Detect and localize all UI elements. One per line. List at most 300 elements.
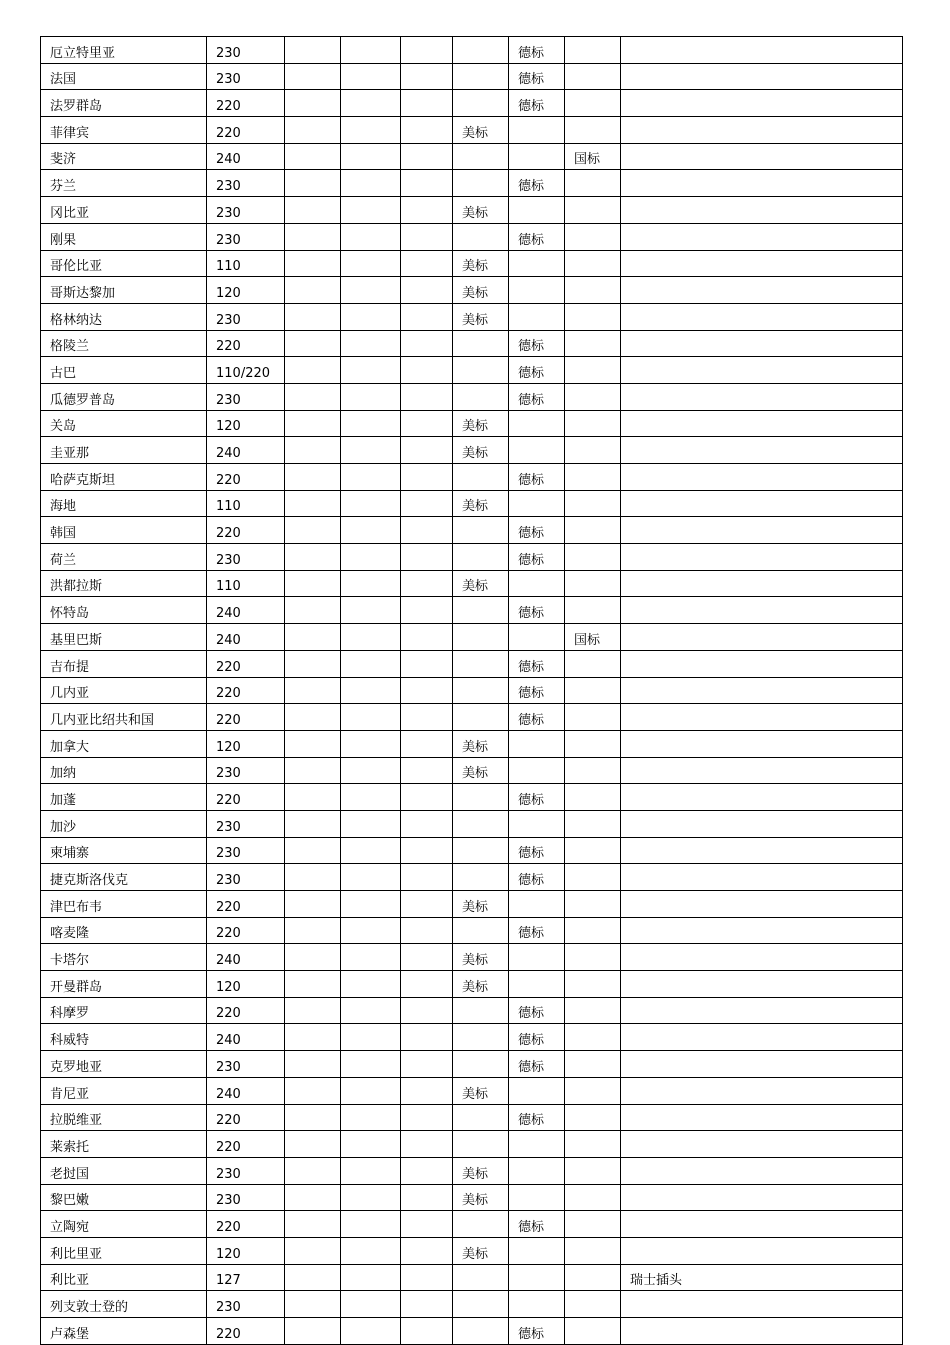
voltage-cell: 110 (207, 570, 285, 597)
us-plug-cell (453, 1211, 509, 1238)
note-cell (621, 1184, 903, 1211)
note-cell (621, 757, 903, 784)
note-cell (621, 464, 903, 491)
de-plug-cell: 德标 (509, 784, 565, 811)
empty-cell (285, 250, 341, 277)
empty-cell (285, 1051, 341, 1078)
empty-cell (341, 117, 401, 144)
de-plug-cell: 德标 (509, 383, 565, 410)
empty-cell (341, 810, 401, 837)
empty-cell (341, 383, 401, 410)
empty-cell (401, 1318, 453, 1345)
us-plug-cell: 美标 (453, 490, 509, 517)
table-row (41, 730, 903, 757)
empty-cell (341, 1131, 401, 1158)
us-plug-cell: 美标 (453, 1157, 509, 1184)
empty-cell (401, 864, 453, 891)
table-row (41, 303, 903, 330)
voltage-cell: 240 (207, 437, 285, 464)
note-cell (621, 1104, 903, 1131)
empty-cell (401, 917, 453, 944)
country-cell: 津巴布韦 (41, 891, 207, 918)
note-cell (621, 1077, 903, 1104)
empty-cell (341, 1024, 401, 1051)
empty-cell (341, 90, 401, 117)
table-row (41, 410, 903, 437)
table-row (41, 917, 903, 944)
de-plug-cell: 德标 (509, 90, 565, 117)
us-plug-cell (453, 1131, 509, 1158)
country-cell: 加纳 (41, 757, 207, 784)
intl-plug-cell (565, 170, 621, 197)
empty-cell (285, 917, 341, 944)
empty-cell (341, 197, 401, 224)
note-cell (621, 1291, 903, 1318)
intl-plug-cell (565, 277, 621, 304)
de-plug-cell (509, 1077, 565, 1104)
de-plug-cell: 德标 (509, 1211, 565, 1238)
note-cell (621, 624, 903, 651)
country-cell: 基里巴斯 (41, 624, 207, 651)
country-cell: 利比里亚 (41, 1237, 207, 1264)
table-row (41, 383, 903, 410)
de-plug-cell (509, 1264, 565, 1291)
note-cell (621, 917, 903, 944)
intl-plug-cell (565, 864, 621, 891)
de-plug-cell: 德标 (509, 597, 565, 624)
empty-cell (401, 464, 453, 491)
country-cell: 科摩罗 (41, 997, 207, 1024)
voltage-cell: 220 (207, 517, 285, 544)
note-cell (621, 704, 903, 731)
voltage-cell: 240 (207, 624, 285, 651)
us-plug-cell: 美标 (453, 944, 509, 971)
empty-cell (401, 730, 453, 757)
intl-plug-cell (565, 570, 621, 597)
note-cell (621, 117, 903, 144)
empty-cell (341, 597, 401, 624)
us-plug-cell (453, 997, 509, 1024)
empty-cell (401, 37, 453, 64)
intl-plug-cell (565, 650, 621, 677)
table-row (41, 544, 903, 571)
table-row (41, 1077, 903, 1104)
intl-plug-cell (565, 730, 621, 757)
table-row (41, 223, 903, 250)
note-cell (621, 330, 903, 357)
us-plug-cell (453, 143, 509, 170)
empty-cell (285, 1211, 341, 1238)
intl-plug-cell (565, 37, 621, 64)
note-cell (621, 277, 903, 304)
country-cell: 冈比亚 (41, 197, 207, 224)
country-cell: 加沙 (41, 810, 207, 837)
country-cell: 加拿大 (41, 730, 207, 757)
us-plug-cell (453, 1291, 509, 1318)
empty-cell (285, 303, 341, 330)
empty-cell (341, 650, 401, 677)
empty-cell (341, 570, 401, 597)
empty-cell (401, 250, 453, 277)
intl-plug-cell (565, 490, 621, 517)
us-plug-cell (453, 917, 509, 944)
empty-cell (285, 330, 341, 357)
note-cell: 瑞士插头 (621, 1264, 903, 1291)
empty-cell (401, 90, 453, 117)
us-plug-cell (453, 223, 509, 250)
country-cell: 克罗地亚 (41, 1051, 207, 1078)
table-row (41, 891, 903, 918)
us-plug-cell: 美标 (453, 410, 509, 437)
de-plug-cell: 德标 (509, 704, 565, 731)
country-cell: 吉布提 (41, 650, 207, 677)
intl-plug-cell (565, 1237, 621, 1264)
empty-cell (401, 784, 453, 811)
de-plug-cell (509, 277, 565, 304)
de-plug-cell: 德标 (509, 864, 565, 891)
voltage-cell: 110 (207, 250, 285, 277)
note-cell (621, 357, 903, 384)
empty-cell (285, 1024, 341, 1051)
country-cell: 利比亚 (41, 1264, 207, 1291)
intl-plug-cell (565, 1077, 621, 1104)
note-cell (621, 784, 903, 811)
empty-cell (401, 437, 453, 464)
country-cell: 捷克斯洛伐克 (41, 864, 207, 891)
empty-cell (285, 90, 341, 117)
de-plug-cell: 德标 (509, 357, 565, 384)
table-row (41, 810, 903, 837)
us-plug-cell (453, 90, 509, 117)
table-row (41, 1237, 903, 1264)
note-cell (621, 810, 903, 837)
empty-cell (285, 597, 341, 624)
note-cell (621, 170, 903, 197)
intl-plug-cell (565, 464, 621, 491)
country-cell: 海地 (41, 490, 207, 517)
empty-cell (285, 383, 341, 410)
empty-cell (341, 1157, 401, 1184)
country-cell: 厄立特里亚 (41, 37, 207, 64)
voltage-cell: 120 (207, 730, 285, 757)
us-plug-cell (453, 330, 509, 357)
us-plug-cell (453, 170, 509, 197)
empty-cell (285, 197, 341, 224)
empty-cell (285, 357, 341, 384)
intl-plug-cell (565, 810, 621, 837)
de-plug-cell: 德标 (509, 223, 565, 250)
us-plug-cell (453, 837, 509, 864)
table-row (41, 37, 903, 64)
us-plug-cell: 美标 (453, 1184, 509, 1211)
country-cell: 莱索托 (41, 1131, 207, 1158)
de-plug-cell (509, 303, 565, 330)
note-cell (621, 1024, 903, 1051)
country-cell: 古巴 (41, 357, 207, 384)
note-cell (621, 677, 903, 704)
voltage-cell: 110/220 (207, 357, 285, 384)
country-cell: 瓜德罗普岛 (41, 383, 207, 410)
table-row (41, 1131, 903, 1158)
voltage-cell: 230 (207, 757, 285, 784)
intl-plug-cell (565, 303, 621, 330)
country-cell: 斐济 (41, 143, 207, 170)
voltage-cell: 220 (207, 1318, 285, 1345)
us-plug-cell: 美标 (453, 730, 509, 757)
empty-cell (341, 1104, 401, 1131)
empty-cell (285, 1318, 341, 1345)
country-cell: 荷兰 (41, 544, 207, 571)
note-cell (621, 410, 903, 437)
empty-cell (285, 1264, 341, 1291)
country-cell: 关岛 (41, 410, 207, 437)
empty-cell (341, 330, 401, 357)
country-cell: 怀特岛 (41, 597, 207, 624)
empty-cell (341, 917, 401, 944)
empty-cell (401, 971, 453, 998)
empty-cell (401, 704, 453, 731)
empty-cell (401, 383, 453, 410)
note-cell (621, 437, 903, 464)
de-plug-cell: 德标 (509, 1024, 565, 1051)
empty-cell (285, 944, 341, 971)
us-plug-cell (453, 864, 509, 891)
empty-cell (341, 170, 401, 197)
voltage-cell: 220 (207, 891, 285, 918)
empty-cell (341, 1077, 401, 1104)
table-row (41, 143, 903, 170)
intl-plug-cell (565, 677, 621, 704)
empty-cell (285, 117, 341, 144)
table-row (41, 330, 903, 357)
de-plug-cell (509, 250, 565, 277)
voltage-cell: 240 (207, 1024, 285, 1051)
country-cell: 老挝国 (41, 1157, 207, 1184)
empty-cell (341, 37, 401, 64)
plug-voltage-table (40, 36, 903, 1345)
voltage-cell: 230 (207, 544, 285, 571)
voltage-cell: 220 (207, 1104, 285, 1131)
table-row (41, 1184, 903, 1211)
table-row (41, 570, 903, 597)
de-plug-cell (509, 971, 565, 998)
table-row (41, 757, 903, 784)
empty-cell (285, 810, 341, 837)
empty-cell (401, 170, 453, 197)
table-row (41, 1104, 903, 1131)
table-row (41, 677, 903, 704)
voltage-cell: 220 (207, 1131, 285, 1158)
us-plug-cell: 美标 (453, 971, 509, 998)
country-cell: 哥伦比亚 (41, 250, 207, 277)
table-row (41, 1291, 903, 1318)
voltage-cell: 230 (207, 303, 285, 330)
intl-plug-cell (565, 330, 621, 357)
voltage-cell: 240 (207, 143, 285, 170)
table-row (41, 864, 903, 891)
empty-cell (341, 63, 401, 90)
empty-cell (285, 517, 341, 544)
note-cell (621, 303, 903, 330)
empty-cell (285, 891, 341, 918)
note-cell (621, 1157, 903, 1184)
empty-cell (401, 1211, 453, 1238)
empty-cell (341, 730, 401, 757)
table-row (41, 597, 903, 624)
table-row (41, 704, 903, 731)
empty-cell (285, 730, 341, 757)
us-plug-cell: 美标 (453, 437, 509, 464)
us-plug-cell: 美标 (453, 197, 509, 224)
country-cell: 哥斯达黎加 (41, 277, 207, 304)
voltage-cell: 230 (207, 383, 285, 410)
empty-cell (341, 517, 401, 544)
table-row (41, 250, 903, 277)
empty-cell (401, 650, 453, 677)
intl-plug-cell (565, 1264, 621, 1291)
empty-cell (285, 837, 341, 864)
us-plug-cell (453, 784, 509, 811)
empty-cell (401, 1291, 453, 1318)
note-cell (621, 490, 903, 517)
empty-cell (341, 624, 401, 651)
table-row (41, 997, 903, 1024)
de-plug-cell (509, 437, 565, 464)
empty-cell (401, 197, 453, 224)
intl-plug-cell (565, 383, 621, 410)
intl-plug-cell (565, 997, 621, 1024)
voltage-cell: 230 (207, 1184, 285, 1211)
empty-cell (341, 1211, 401, 1238)
voltage-cell: 220 (207, 650, 285, 677)
table-row (41, 624, 903, 651)
empty-cell (285, 410, 341, 437)
empty-cell (401, 410, 453, 437)
empty-cell (401, 357, 453, 384)
intl-plug-cell (565, 437, 621, 464)
empty-cell (285, 1104, 341, 1131)
empty-cell (401, 143, 453, 170)
note-cell (621, 1051, 903, 1078)
de-plug-cell (509, 810, 565, 837)
us-plug-cell (453, 650, 509, 677)
empty-cell (401, 277, 453, 304)
country-cell: 卡塔尔 (41, 944, 207, 971)
empty-cell (401, 1157, 453, 1184)
us-plug-cell: 美标 (453, 250, 509, 277)
intl-plug-cell (565, 1104, 621, 1131)
note-cell (621, 223, 903, 250)
empty-cell (401, 891, 453, 918)
table-row (41, 63, 903, 90)
intl-plug-cell (565, 1131, 621, 1158)
country-cell: 洪都拉斯 (41, 570, 207, 597)
us-plug-cell: 美标 (453, 570, 509, 597)
voltage-cell: 220 (207, 330, 285, 357)
intl-plug-cell (565, 90, 621, 117)
empty-cell (341, 357, 401, 384)
empty-cell (341, 223, 401, 250)
voltage-cell: 230 (207, 37, 285, 64)
empty-cell (401, 544, 453, 571)
voltage-cell: 230 (207, 837, 285, 864)
voltage-cell: 230 (207, 1157, 285, 1184)
voltage-cell: 230 (207, 63, 285, 90)
us-plug-cell (453, 357, 509, 384)
empty-cell (401, 63, 453, 90)
table-row (41, 784, 903, 811)
de-plug-cell (509, 1131, 565, 1158)
de-plug-cell: 德标 (509, 544, 565, 571)
country-cell: 柬埔寨 (41, 837, 207, 864)
table-row (41, 1157, 903, 1184)
country-cell: 开曼群岛 (41, 971, 207, 998)
empty-cell (401, 303, 453, 330)
empty-cell (285, 997, 341, 1024)
intl-plug-cell (565, 1024, 621, 1051)
us-plug-cell (453, 597, 509, 624)
de-plug-cell: 德标 (509, 837, 565, 864)
table-row (41, 357, 903, 384)
country-cell: 黎巴嫩 (41, 1184, 207, 1211)
us-plug-cell (453, 464, 509, 491)
de-plug-cell (509, 891, 565, 918)
empty-cell (401, 517, 453, 544)
table-row (41, 90, 903, 117)
empty-cell (285, 1237, 341, 1264)
us-plug-cell (453, 1318, 509, 1345)
intl-plug-cell (565, 704, 621, 731)
us-plug-cell (453, 1024, 509, 1051)
intl-plug-cell (565, 1318, 621, 1345)
empty-cell (341, 1291, 401, 1318)
note-cell (621, 517, 903, 544)
intl-plug-cell (565, 223, 621, 250)
us-plug-cell: 美标 (453, 303, 509, 330)
empty-cell (401, 1104, 453, 1131)
intl-plug-cell (565, 917, 621, 944)
empty-cell (285, 464, 341, 491)
us-plug-cell (453, 37, 509, 64)
table-row (41, 650, 903, 677)
de-plug-cell (509, 757, 565, 784)
empty-cell (401, 624, 453, 651)
empty-cell (341, 1237, 401, 1264)
empty-cell (341, 1051, 401, 1078)
empty-cell (401, 570, 453, 597)
intl-plug-cell (565, 1157, 621, 1184)
empty-cell (285, 1131, 341, 1158)
voltage-cell: 230 (207, 864, 285, 891)
voltage-cell: 127 (207, 1264, 285, 1291)
empty-cell (401, 677, 453, 704)
note-cell (621, 383, 903, 410)
voltage-cell: 220 (207, 90, 285, 117)
voltage-cell: 120 (207, 971, 285, 998)
us-plug-cell (453, 704, 509, 731)
empty-cell (285, 757, 341, 784)
de-plug-cell: 德标 (509, 917, 565, 944)
us-plug-cell (453, 517, 509, 544)
note-cell (621, 944, 903, 971)
empty-cell (285, 37, 341, 64)
de-plug-cell (509, 944, 565, 971)
table-row (41, 517, 903, 544)
country-cell: 哈萨克斯坦 (41, 464, 207, 491)
empty-cell (401, 837, 453, 864)
empty-cell (401, 1024, 453, 1051)
voltage-cell: 120 (207, 277, 285, 304)
